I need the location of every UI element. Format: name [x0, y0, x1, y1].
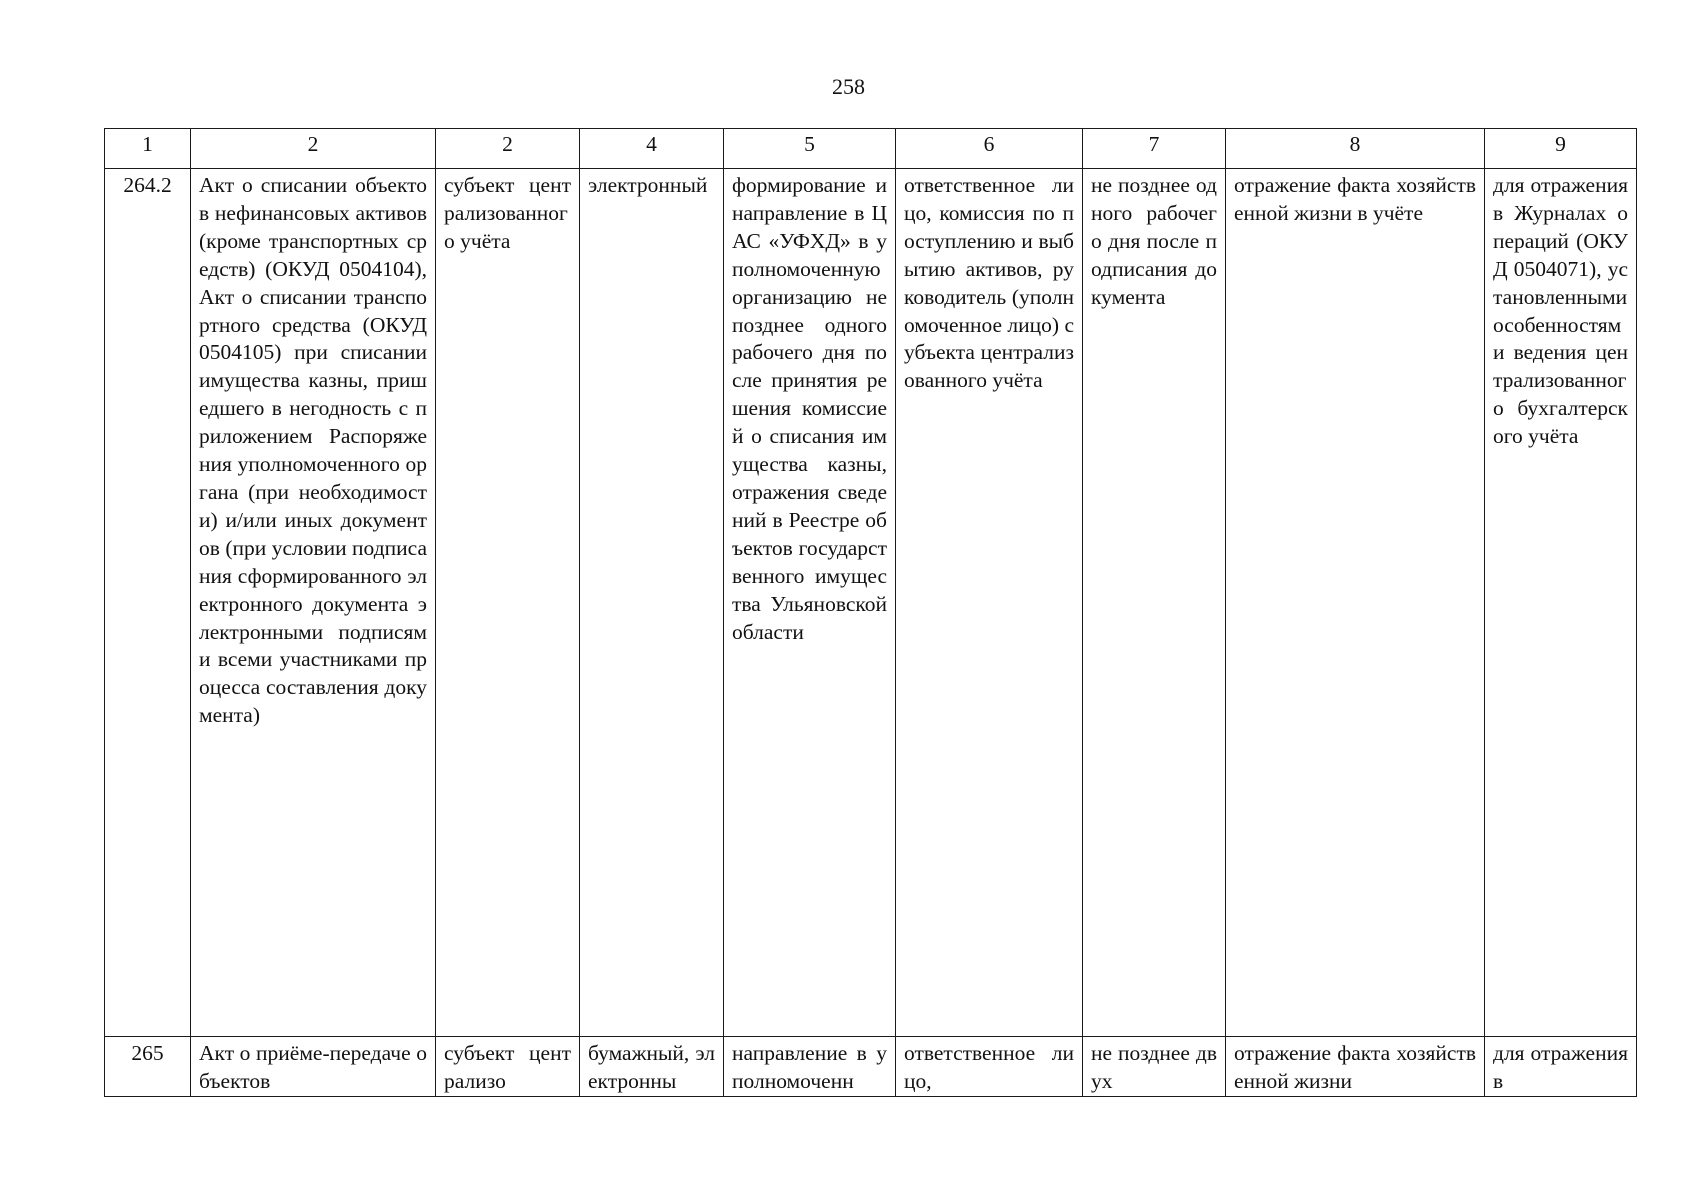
format-cell: бумажный, электронны	[580, 1037, 724, 1097]
creator-cell: субъект централизо	[436, 1037, 580, 1097]
row-number-cell: 265	[105, 1037, 191, 1097]
deadline-cell: не позднее двух	[1083, 1037, 1226, 1097]
document-table	[104, 128, 1637, 1097]
deadline-cell: не позднее одного рабочего дня после подписания документа	[1083, 169, 1226, 1037]
page-number: 258	[832, 74, 865, 99]
table-row	[105, 1037, 1637, 1097]
column-header: 6	[896, 129, 1083, 169]
table-row	[105, 169, 1637, 1037]
column-header: 7	[1083, 129, 1226, 169]
document-name-cell: Акт о приёме-передаче объектов	[191, 1037, 436, 1097]
column-header: 4	[580, 129, 724, 169]
responsible-cell: ответственное лицо,	[896, 1037, 1083, 1097]
column-header: 1	[105, 129, 191, 169]
usage-cell: для отражения в Журналах операций (ОКУД 0504071), установленными особенностями ведения централизованного бухгалтерского учёта	[1485, 169, 1637, 1037]
column-header: 2	[436, 129, 580, 169]
responsible-cell: ответственное лицо, комиссия по поступлению и выбытию активов, руководитель (уполномоченное лицо) субъекта централизованного учёта	[896, 169, 1083, 1037]
usage-cell: для отражения в	[1485, 1037, 1637, 1097]
format-cell: электронный	[580, 169, 724, 1037]
row-number-cell: 264.2	[105, 169, 191, 1037]
column-header: 9	[1485, 129, 1637, 169]
creator-cell: субъект централизованного учёта	[436, 169, 580, 1037]
column-header: 2	[191, 129, 436, 169]
purpose-cell: отражение факта хозяйственной жизни в учёте	[1226, 169, 1485, 1037]
column-header: 8	[1226, 129, 1485, 169]
column-header: 5	[724, 129, 896, 169]
procedure-cell: формирование и направление в ЦАС «УФХД» в уполномоченную организацию не позднее одного рабочего дня после принятия решения комиссией о списания имущества казны, отражения сведений в Реестре объектов государственного имущества Ульяновской области	[724, 169, 896, 1037]
table-header-row	[105, 129, 1637, 169]
procedure-cell: направление в уполномоченн	[724, 1037, 896, 1097]
document-name-cell: Акт о списании объектов нефинансовых активов (кроме транспортных средств) (ОКУД 0504104), Акт о списании транспортного средства (ОКУД 0504105) при списании имущества казны, пришедшего в негодность с приложением Распоряжения уполномоченного органа (при необходимости) и/или иных документов (при условии подписания сформированного электронного документа электронными подписями всеми участниками процесса составления документа)	[191, 169, 436, 1037]
purpose-cell: отражение факта хозяйственной жизни	[1226, 1037, 1485, 1097]
